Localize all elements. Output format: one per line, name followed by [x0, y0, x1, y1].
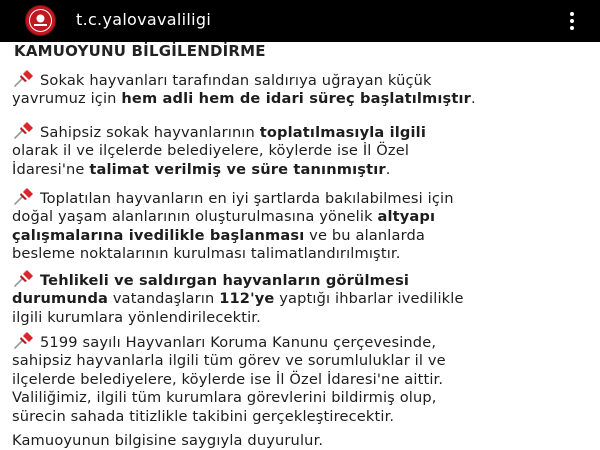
paragraph-4 [12, 270, 590, 327]
paragraph-3-line-2-text: doğal yaşam alanlarının oluşturulmasına yönelik [12, 208, 378, 226]
paragraph-1-line-2-bold: hem adli hem de idari süreç başlatılmıştır [121, 90, 471, 108]
paragraph-1-line-1: Sokak hayvanları tarafından saldırıya uğrayan küçük [40, 72, 432, 89]
paragraph-4-line-2-text: vatandaşların [108, 290, 220, 308]
avatar[interactable] [25, 5, 56, 36]
paragraph-5-line-5: sürecin sahada titizlikle takibini gerçekleştirecektir. [12, 407, 395, 425]
paragraph-3-line-3-bold: çalışmalarına ivedilikle başlanması [12, 226, 305, 244]
paragraph-2-line-3-text: İdaresi'ne [12, 160, 90, 178]
paragraph-3-line-4: besleme noktalarının kurulması talimatlandırılmıştır. [12, 245, 401, 263]
paragraph-2 [12, 122, 590, 179]
post-content [12, 42, 588, 450]
paragraph-2-line-3-end: . [385, 160, 391, 178]
paragraph-2-line-1-text: Sahipsiz sokak hayvanlarının [40, 124, 260, 141]
pushpin-icon [12, 188, 36, 205]
paragraph-4-line-3: ilgili kurumlara yönlendirilecektir. [12, 308, 261, 326]
closing-text: Kamuoyunun bilgisine saygıyla duyurulur. [12, 432, 324, 449]
paragraph-3 [12, 188, 590, 264]
paragraph-5-line-4: Valiliğimiz, ilgili tüm kurumlara görevlerini bildirmiş olup, [12, 389, 437, 407]
closing-paragraph [12, 432, 590, 450]
pushpin-icon [12, 122, 36, 139]
paragraph-1-line-2-end: . [470, 90, 476, 108]
account-username[interactable]: t.c.yalovavaliligi [76, 10, 212, 29]
paragraph-2-line-1-bold: toplatılmasıyla ilgili [259, 124, 426, 141]
pushpin-icon [12, 332, 36, 349]
paragraph-2-line-2: olarak il ve ilçelerde belediyelere, köylerde ise İl Özel [12, 142, 410, 160]
pushpin-icon [12, 270, 36, 287]
post-header-bar [0, 0, 600, 42]
paragraph-4-line-2-bold-number: 112'ye [219, 290, 275, 308]
yalova-logo-icon [26, 6, 55, 35]
paragraph-5-line-1: 5199 sayılı Hayvanları Koruma Kanunu çerçevesinde, [40, 334, 437, 351]
paragraph-1 [12, 70, 590, 109]
paragraph-1-line-2-text: yavrumuz için [12, 90, 122, 108]
post-heading: KAMUOYUNU BİLGİLENDİRME [14, 42, 266, 60]
paragraph-5 [12, 332, 590, 426]
pushpin-icon [12, 70, 36, 87]
paragraph-4-line-1: Tehlikeli ve saldırgan hayvanların görülmesi [40, 272, 410, 289]
paragraph-2-line-3-bold: talimat verilmiş ve süre tanınmıştır [89, 160, 386, 178]
paragraph-4-line-2-end: yaptığı ihbarlar ivedilikle [274, 290, 464, 308]
paragraph-5-line-3: ilçelerde belediyelere, köylerde ise İl Özel İdaresi'ne aittir. [12, 370, 444, 388]
paragraph-4-line-2-bold: durumunda [12, 290, 109, 308]
paragraph-3-line-1: Toplatılan hayvanların en iyi şartlarda bakılabilmesi için [40, 190, 454, 207]
paragraph-3-line-2-bold: altyapı [377, 208, 436, 226]
paragraph-5-line-2: sahipsiz hayvanlarla ilgili tüm görev ve sorumluluklar il ve [12, 352, 446, 370]
paragraph-3-line-3-text: ve bu alanlarda [304, 226, 425, 244]
more-options-icon[interactable] [560, 9, 584, 33]
